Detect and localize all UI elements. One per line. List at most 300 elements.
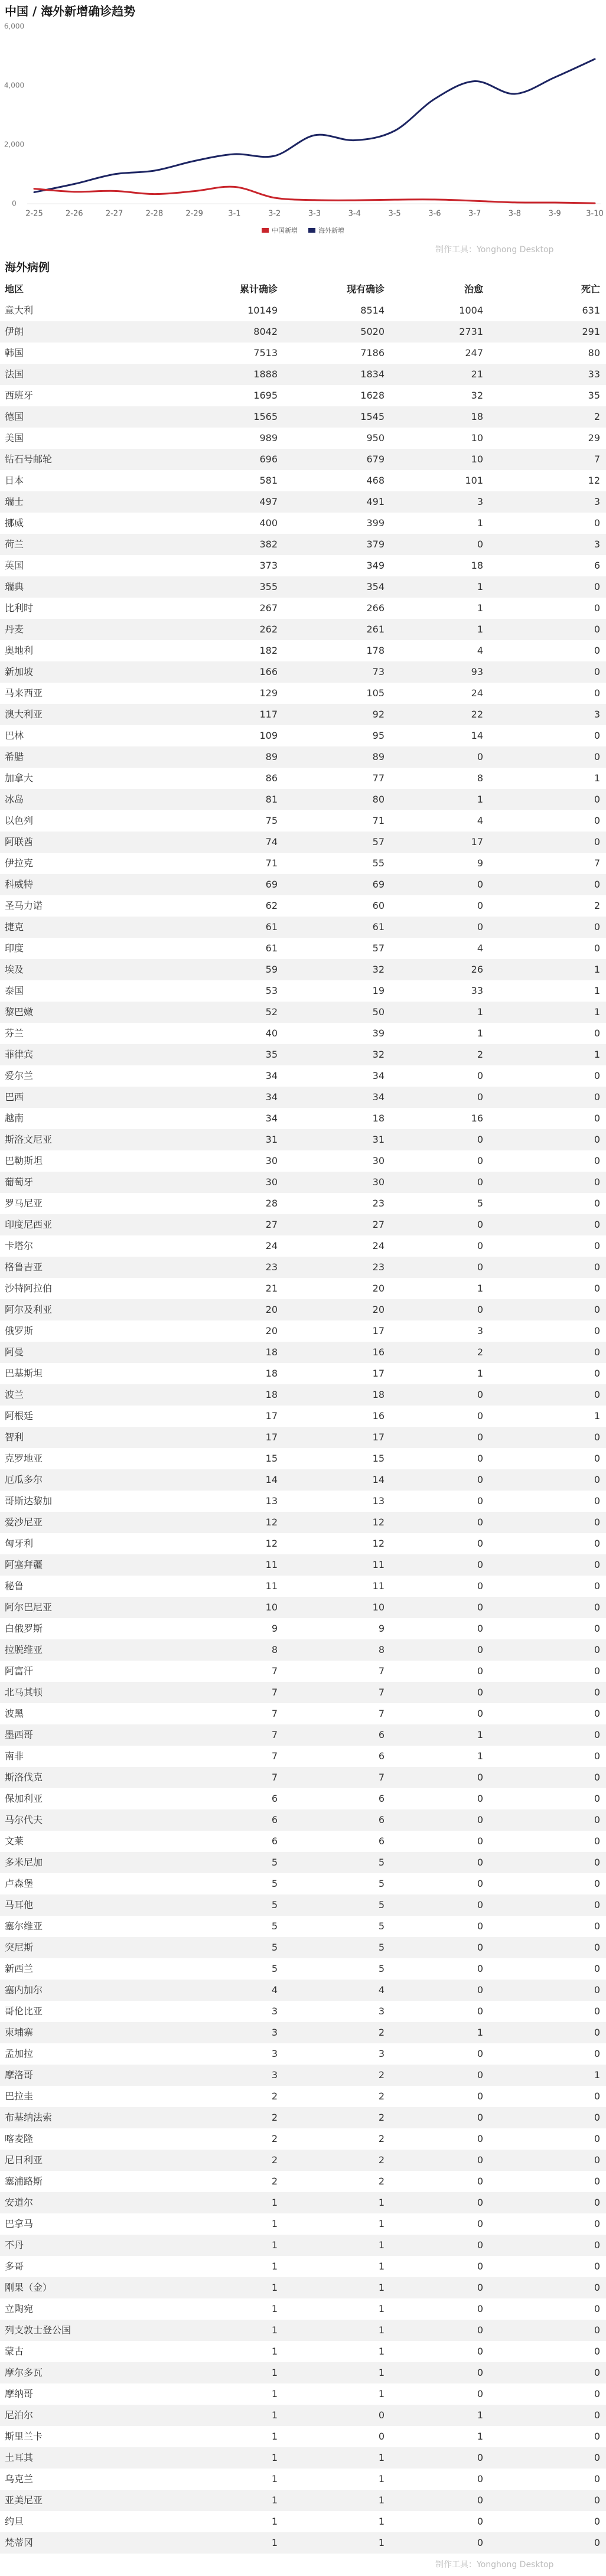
column-header-total-confirmed: 累计确诊 [239, 283, 278, 295]
recovered-cell: 0 [477, 1984, 483, 1995]
table-row [0, 1724, 606, 1746]
region-cell: 德国 [5, 411, 24, 422]
current-confirmed-cell: 1 [378, 2197, 385, 2208]
region-cell: 不丹 [5, 2239, 24, 2251]
deaths-cell: 0 [594, 1028, 600, 1039]
recovered-cell: 0 [477, 2388, 483, 2399]
deaths-cell: 0 [594, 1942, 600, 1953]
recovered-cell: 5 [477, 1198, 483, 1209]
recovered-cell: 0 [477, 1899, 483, 1910]
table-row [0, 619, 606, 640]
recovered-cell: 0 [477, 539, 483, 550]
region-cell: 伊拉克 [5, 857, 34, 869]
region-cell: 泰国 [5, 985, 24, 996]
deaths-cell: 1 [594, 2069, 600, 2081]
region-cell: 印度 [5, 943, 24, 954]
table-row [0, 746, 606, 768]
table-row [0, 2341, 606, 2362]
current-confirmed-cell: 24 [372, 1240, 385, 1251]
deaths-cell: 0 [594, 879, 600, 890]
data-point-china-new-2-25 [31, 186, 37, 192]
data-point-china-new-3-5 [392, 197, 398, 203]
current-confirmed-cell: 0 [378, 2409, 385, 2421]
current-confirmed-cell: 1 [378, 2495, 385, 2506]
recovered-cell: 0 [477, 2537, 483, 2548]
recovered-cell: 1 [477, 624, 483, 635]
deaths-cell: 0 [594, 1325, 600, 1336]
region-cell: 俄罗斯 [5, 1325, 34, 1336]
region-cell: 匈牙利 [5, 1538, 34, 1549]
data-point-china-new-2-26 [71, 189, 77, 195]
table-row [0, 2532, 606, 2554]
total-confirmed-cell: 2 [271, 2176, 278, 2187]
recovered-cell: 0 [477, 1687, 483, 1698]
total-confirmed-cell: 3 [271, 2027, 278, 2038]
table-row [0, 1108, 606, 1129]
current-confirmed-cell: 71 [372, 815, 385, 826]
recovered-cell: 0 [477, 2091, 483, 2102]
current-confirmed-cell: 1 [378, 2346, 385, 2357]
current-confirmed-cell: 69 [372, 879, 385, 890]
deaths-cell: 0 [594, 1219, 600, 1230]
recovered-cell: 101 [465, 475, 483, 486]
series-china-new [31, 184, 598, 206]
current-confirmed-cell: 8514 [360, 305, 385, 316]
table-row [0, 428, 606, 449]
total-confirmed-cell: 10 [265, 1602, 278, 1613]
total-confirmed-cell: 86 [265, 772, 278, 784]
current-confirmed-cell: 17 [372, 1432, 385, 1443]
deaths-cell: 0 [594, 794, 600, 805]
deaths-cell: 0 [594, 2516, 600, 2527]
deaths-cell: 33 [588, 369, 600, 380]
deaths-cell: 0 [594, 2197, 600, 2208]
total-confirmed-cell: 1 [271, 2239, 278, 2251]
current-confirmed-cell: 7 [378, 1665, 385, 1677]
region-cell: 塞浦路斯 [5, 2176, 43, 2187]
total-confirmed-cell: 1 [271, 2197, 278, 2208]
region-cell: 厄瓜多尔 [5, 1474, 43, 1485]
recovered-cell: 0 [477, 1474, 483, 1485]
region-cell: 白俄罗斯 [5, 1623, 43, 1634]
current-confirmed-cell: 5 [378, 1878, 385, 1889]
total-confirmed-cell: 3 [271, 2006, 278, 2017]
deaths-cell: 0 [594, 1134, 600, 1145]
region-cell: 巴勒斯坦 [5, 1155, 43, 1166]
recovered-cell: 0 [477, 879, 483, 890]
region-cell: 立陶宛 [5, 2303, 34, 2314]
region-cell: 荷兰 [5, 539, 24, 550]
table-row [0, 1172, 606, 1193]
recovered-cell: 0 [477, 1942, 483, 1953]
region-cell: 约旦 [5, 2516, 24, 2527]
table-row [0, 810, 606, 832]
region-cell: 突尼斯 [5, 1942, 34, 1953]
region-cell: 马来西亚 [5, 687, 43, 699]
recovered-cell: 0 [477, 1261, 483, 1273]
deaths-cell: 0 [594, 645, 600, 656]
recovered-cell: 0 [477, 2154, 483, 2166]
overseas-cases-table [0, 279, 606, 2554]
deaths-cell: 0 [594, 2133, 600, 2144]
current-confirmed-cell: 11 [372, 1559, 385, 1570]
total-confirmed-cell: 182 [259, 645, 278, 656]
total-confirmed-cell: 373 [259, 560, 278, 571]
current-confirmed-cell: 77 [372, 772, 385, 784]
current-confirmed-cell: 1 [378, 2239, 385, 2251]
current-confirmed-cell: 34 [372, 1091, 385, 1103]
x-tick-label: 3-3 [308, 209, 321, 219]
current-confirmed-cell: 3 [378, 2006, 385, 2017]
deaths-cell: 0 [594, 1113, 600, 1124]
y-tick-label: 2,000 [4, 140, 25, 149]
total-confirmed-cell: 696 [259, 454, 278, 465]
recovered-cell: 0 [477, 1517, 483, 1528]
region-cell: 北马其顿 [5, 1687, 43, 1698]
data-point-overseas-new-3-3 [312, 132, 318, 138]
current-confirmed-cell: 349 [366, 560, 385, 571]
table-row [0, 2447, 606, 2469]
table-row [0, 959, 606, 980]
total-confirmed-cell: 2 [271, 2154, 278, 2166]
recovered-cell: 4 [477, 815, 483, 826]
table-row [0, 1746, 606, 1767]
total-confirmed-cell: 3 [271, 2069, 278, 2081]
table-row [0, 874, 606, 895]
total-confirmed-cell: 5 [271, 1899, 278, 1910]
x-tick-label: 3-6 [428, 209, 441, 219]
total-confirmed-cell: 2 [271, 2112, 278, 2123]
total-confirmed-cell: 6 [271, 1814, 278, 1825]
total-confirmed-cell: 1 [271, 2218, 278, 2229]
current-confirmed-cell: 5 [378, 1963, 385, 1974]
recovered-cell: 1 [477, 1368, 483, 1379]
region-cell: 钻石号邮轮 [5, 454, 53, 465]
current-confirmed-cell: 7186 [360, 347, 385, 358]
total-confirmed-cell: 15 [265, 1453, 278, 1464]
recovered-cell: 0 [477, 2261, 483, 2272]
recovered-cell: 0 [477, 1432, 483, 1443]
region-cell: 沙特阿拉伯 [5, 1283, 53, 1294]
table-row [0, 1597, 606, 1618]
deaths-cell: 0 [594, 2176, 600, 2187]
recovered-cell: 0 [477, 2069, 483, 2081]
total-confirmed-cell: 69 [265, 879, 278, 890]
recovered-cell: 0 [477, 2176, 483, 2187]
deaths-cell: 3 [594, 496, 600, 507]
recovered-cell: 0 [477, 1963, 483, 1974]
data-point-overseas-new-2-29 [191, 158, 197, 164]
current-confirmed-cell: 55 [372, 857, 385, 869]
current-confirmed-cell: 1 [378, 2303, 385, 2314]
region-cell: 塞尔维亚 [5, 1920, 43, 1932]
data-point-china-new-3-9 [552, 200, 558, 206]
data-point-overseas-new-3-9 [552, 74, 558, 80]
current-confirmed-cell: 57 [372, 943, 385, 954]
recovered-cell: 0 [477, 1453, 483, 1464]
deaths-cell: 0 [594, 2473, 600, 2484]
table-row [0, 1788, 606, 1809]
region-cell: 多米尼加 [5, 1857, 43, 1868]
region-cell: 加拿大 [5, 772, 34, 784]
current-confirmed-cell: 10 [372, 1602, 385, 1613]
data-point-china-new-3-1 [232, 184, 237, 190]
total-confirmed-cell: 7513 [253, 347, 278, 358]
region-cell: 格鲁吉亚 [5, 1261, 43, 1273]
total-confirmed-cell: 3 [271, 2048, 278, 2059]
x-tick-label: 3-5 [388, 209, 401, 219]
deaths-cell: 0 [594, 2367, 600, 2378]
recovered-cell: 0 [477, 1772, 483, 1783]
legend-item-china-new[interactable] [262, 226, 298, 235]
table-row [0, 2213, 606, 2235]
table-row [0, 2001, 606, 2022]
table-row [0, 406, 606, 428]
y-tick-label: 6,000 [4, 22, 25, 31]
deaths-cell: 0 [594, 2048, 600, 2059]
current-confirmed-cell: 266 [366, 602, 385, 614]
x-tick-label: 3-9 [548, 209, 561, 219]
region-cell: 巴基斯坦 [5, 1368, 43, 1379]
total-confirmed-cell: 21 [265, 1283, 278, 1294]
recovered-cell: 1 [477, 2409, 483, 2421]
region-cell: 丹麦 [5, 624, 24, 635]
table-row [0, 1427, 606, 1448]
current-confirmed-cell: 1 [378, 2261, 385, 2272]
recovered-cell: 0 [477, 1240, 483, 1251]
region-cell: 塞内加尔 [5, 1984, 43, 1995]
y-tick-label: 4,000 [4, 81, 25, 90]
total-confirmed-cell: 1 [271, 2282, 278, 2293]
region-cell: 摩洛哥 [5, 2069, 34, 2081]
region-cell: 越南 [5, 1113, 24, 1124]
current-confirmed-cell: 679 [366, 454, 385, 465]
total-confirmed-cell: 1695 [253, 390, 278, 401]
table-row [0, 661, 606, 683]
current-confirmed-cell: 468 [366, 475, 385, 486]
table-row [0, 1257, 606, 1278]
x-tick-label: 3-4 [348, 209, 361, 219]
total-confirmed-cell: 28 [265, 1198, 278, 1209]
deaths-cell: 0 [594, 1389, 600, 1400]
trend-line-chart [0, 0, 606, 224]
table-row [0, 2256, 606, 2277]
total-confirmed-cell: 5 [271, 1942, 278, 1953]
table-row [0, 1894, 606, 1916]
recovered-cell: 0 [477, 1091, 483, 1103]
total-confirmed-cell: 1 [271, 2537, 278, 2548]
region-cell: 阿富汗 [5, 1665, 34, 1677]
total-confirmed-cell: 31 [265, 1134, 278, 1145]
table-row [0, 1809, 606, 1831]
table-row [0, 917, 606, 938]
table-row [0, 2171, 606, 2192]
deaths-cell: 0 [594, 2495, 600, 2506]
current-confirmed-cell: 20 [372, 1304, 385, 1315]
region-cell: 阿塞拜疆 [5, 1559, 43, 1570]
deaths-cell: 0 [594, 921, 600, 932]
total-confirmed-cell: 989 [259, 432, 278, 444]
data-point-overseas-new-3-1 [232, 151, 237, 157]
recovered-cell: 0 [477, 751, 483, 762]
total-confirmed-cell: 62 [265, 900, 278, 911]
table-row [0, 1916, 606, 1937]
recovered-cell: 0 [477, 1559, 483, 1570]
table-row [0, 1320, 606, 1342]
region-cell: 秘鲁 [5, 1580, 24, 1592]
region-cell: 爱尔兰 [5, 1070, 34, 1081]
region-cell: 希腊 [5, 751, 24, 762]
recovered-cell: 0 [477, 2112, 483, 2123]
recovered-cell: 0 [477, 1602, 483, 1613]
deaths-cell: 3 [594, 709, 600, 720]
current-confirmed-cell: 30 [372, 1176, 385, 1188]
deaths-cell: 7 [594, 454, 600, 465]
current-confirmed-cell: 491 [366, 496, 385, 507]
region-cell: 卢森堡 [5, 1878, 34, 1889]
deaths-cell: 0 [594, 2452, 600, 2463]
data-point-overseas-new-3-4 [351, 138, 357, 144]
table-row [0, 491, 606, 513]
table-row [0, 789, 606, 810]
recovered-cell: 0 [477, 1878, 483, 1889]
table-row [0, 598, 606, 619]
deaths-cell: 0 [594, 1517, 600, 1528]
region-cell: 多哥 [5, 2261, 24, 2272]
recovered-cell: 1 [477, 1028, 483, 1039]
region-cell: 摩尔多瓦 [5, 2367, 43, 2378]
region-cell: 瑞士 [5, 496, 24, 507]
current-confirmed-cell: 14 [372, 1474, 385, 1485]
recovered-cell: 1 [477, 794, 483, 805]
region-cell: 奥地利 [5, 645, 34, 656]
recovered-cell: 1 [477, 1006, 483, 1018]
recovered-cell: 0 [477, 1623, 483, 1634]
deaths-cell: 6 [594, 560, 600, 571]
table-row [0, 2235, 606, 2256]
current-confirmed-cell: 6 [378, 1835, 385, 1847]
deaths-cell: 0 [594, 1304, 600, 1315]
region-cell: 拉脱维亚 [5, 1644, 43, 1655]
recovered-cell: 4 [477, 645, 483, 656]
current-confirmed-cell: 18 [372, 1389, 385, 1400]
total-confirmed-cell: 10149 [247, 305, 278, 316]
table-row [0, 2383, 606, 2405]
legend-item-overseas-new[interactable] [308, 226, 344, 235]
deaths-cell: 0 [594, 1963, 600, 1974]
total-confirmed-cell: 52 [265, 1006, 278, 1018]
recovered-cell: 2 [477, 1049, 483, 1060]
table-row [0, 938, 606, 959]
total-confirmed-cell: 34 [265, 1070, 278, 1081]
deaths-cell: 0 [594, 1878, 600, 1889]
region-cell: 巴拿马 [5, 2218, 34, 2229]
recovered-cell: 0 [477, 2197, 483, 2208]
recovered-cell: 93 [471, 666, 483, 677]
recovered-cell: 2 [477, 1346, 483, 1358]
data-point-china-new-3-3 [312, 197, 318, 203]
recovered-cell: 1 [477, 602, 483, 614]
recovered-cell: 0 [477, 2303, 483, 2314]
deaths-cell: 0 [594, 2091, 600, 2102]
current-confirmed-cell: 9 [378, 1623, 385, 1634]
recovered-cell: 0 [477, 1304, 483, 1315]
recovered-cell: 0 [477, 921, 483, 932]
current-confirmed-cell: 80 [372, 794, 385, 805]
deaths-cell: 0 [594, 1899, 600, 1910]
table-row [0, 1044, 606, 1065]
deaths-cell: 0 [594, 1155, 600, 1166]
region-cell: 新西兰 [5, 1963, 34, 1974]
table-row [0, 895, 606, 917]
deaths-cell: 0 [594, 2282, 600, 2293]
current-confirmed-cell: 5 [378, 1857, 385, 1868]
data-point-china-new-2-29 [191, 188, 197, 194]
region-cell: 南非 [5, 1750, 24, 1762]
deaths-cell: 0 [594, 2261, 600, 2272]
region-cell: 尼日利亚 [5, 2154, 43, 2166]
total-confirmed-cell: 81 [265, 794, 278, 805]
region-cell: 菲律宾 [5, 1049, 34, 1060]
deaths-cell: 1 [594, 964, 600, 975]
region-cell: 埃及 [5, 964, 24, 975]
current-confirmed-cell: 6 [378, 1729, 385, 1740]
region-cell: 安道尔 [5, 2197, 34, 2208]
region-cell: 挪威 [5, 517, 24, 529]
deaths-cell: 0 [594, 1984, 600, 1995]
region-cell: 斯里兰卡 [5, 2431, 43, 2442]
current-confirmed-cell: 20 [372, 1283, 385, 1294]
region-cell: 巴拉圭 [5, 2091, 34, 2102]
region-cell: 波兰 [5, 1389, 24, 1400]
total-confirmed-cell: 61 [265, 943, 278, 954]
region-cell: 印度尼西亚 [5, 1219, 53, 1230]
total-confirmed-cell: 9 [271, 1623, 278, 1634]
current-confirmed-cell: 1 [378, 2452, 385, 2463]
recovered-cell: 0 [477, 1835, 483, 1847]
total-confirmed-cell: 1888 [253, 369, 278, 380]
deaths-cell: 0 [594, 602, 600, 614]
table-row [0, 555, 606, 576]
total-confirmed-cell: 18 [265, 1368, 278, 1379]
deaths-cell: 80 [588, 347, 600, 358]
deaths-cell: 0 [594, 2154, 600, 2166]
deaths-cell: 0 [594, 943, 600, 954]
region-cell: 马尔代夫 [5, 1814, 43, 1825]
region-cell: 阿曼 [5, 1346, 24, 1358]
table-row [0, 1576, 606, 1597]
total-confirmed-cell: 8042 [253, 326, 278, 337]
column-header-deaths: 死亡 [581, 283, 600, 295]
table-row [0, 1087, 606, 1108]
x-tick-label: 2-28 [145, 209, 164, 219]
data-point-overseas-new-2-28 [151, 168, 157, 174]
total-confirmed-cell: 1 [271, 2495, 278, 2506]
total-confirmed-cell: 20 [265, 1304, 278, 1315]
table-row [0, 1023, 606, 1044]
recovered-cell: 0 [477, 900, 483, 911]
region-cell: 列支敦士登公国 [5, 2324, 71, 2336]
table-row [0, 1448, 606, 1469]
region-cell: 哥伦比亚 [5, 2006, 43, 2017]
total-confirmed-cell: 1 [271, 2303, 278, 2314]
table-row [0, 470, 606, 491]
table-row [0, 832, 606, 853]
recovered-cell: 0 [477, 2282, 483, 2293]
deaths-cell: 0 [594, 2006, 600, 2017]
total-confirmed-cell: 7 [271, 1708, 278, 1719]
deaths-cell: 0 [594, 2239, 600, 2251]
